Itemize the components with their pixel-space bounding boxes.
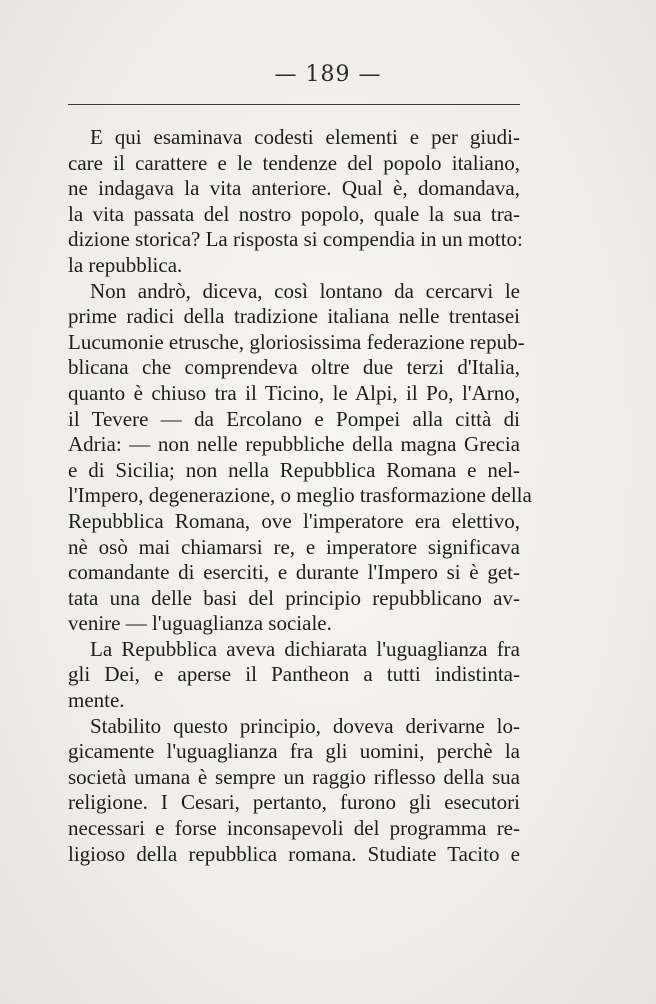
text-line: gicamente l'uguaglianza fra gli uomini, perchè la: [68, 739, 520, 764]
text-line: venire — l'uguaglianza sociale.: [68, 611, 332, 636]
text-line: nè osò mai chiamarsi re, e imperatore significava: [68, 534, 520, 559]
text-line: ligioso della repubblica romana. Studiate Tacito e: [68, 841, 520, 866]
text-line: comandante di eserciti, e durante l'Impero si è get-: [68, 560, 520, 585]
text-line: mente.: [68, 688, 125, 713]
body-text: [68, 125, 532, 867]
text-line: La Repubblica aveva dichiarata l'uguaglianza fra: [90, 636, 520, 661]
text-line: E qui esaminava codesti elementi e per giudi-: [90, 125, 520, 149]
text-line: Adria: — non nelle repubbliche della magna Grecia: [68, 432, 520, 457]
text-line: Repubblica Romana, ove l'imperatore era elettivo,: [68, 508, 520, 533]
text-line: ne indagava la vita anteriore. Qual è, domandava,: [68, 176, 520, 201]
header-rule: [68, 104, 520, 105]
paragraph: [68, 637, 520, 714]
text-line: Stabilito questo principio, doveva derivarne lo-: [90, 713, 520, 738]
text-line: religione. I Cesari, pertanto, furono gli esecutori: [68, 790, 520, 815]
text-line: la repubblica.: [68, 252, 183, 277]
text-line: blicana che comprendeva oltre due terzi d'Italia,: [68, 355, 520, 380]
text-line: care il carattere e le tendenze del popolo italiano,: [68, 150, 520, 175]
text-line: società umana è sempre un raggio riflesso della sua: [68, 764, 520, 789]
paragraph: [68, 714, 520, 868]
paragraph: [68, 125, 523, 279]
text-line: prime radici della tradizione italiana nelle trentasei: [68, 304, 520, 329]
text-line: il Tevere — da Ercolano e Pompei alla città di: [68, 406, 520, 431]
text-line: Lucumonie etrusche, gloriosissima federazione repub-: [68, 329, 525, 354]
text-line: l'Impero, degenerazione, o meglio trasformazione della: [68, 483, 532, 508]
paragraph: [68, 278, 532, 637]
text-line: Non andrò, diceva, così lontano da cercarvi le: [90, 278, 520, 303]
text-line: gli Dei, e aperse il Pantheon a tutti indistinta-: [68, 662, 520, 687]
text-line: la vita passata del nostro popolo, quale la sua tra-: [68, 201, 520, 226]
text-line: dizione storica? La risposta si compendia in un motto:: [68, 227, 523, 252]
text-line: necessari e forse inconsapevoli del programma re-: [68, 816, 520, 841]
text-line: e di Sicilia; non nella Repubblica Romana e nel-: [68, 457, 520, 482]
text-line: quanto è chiuso tra il Ticino, le Alpi, il Po, l'Arno,: [68, 380, 520, 405]
text-line: tata una delle basi del principio repubblicano av-: [68, 585, 520, 610]
page-number: — 189 —: [274, 62, 382, 87]
